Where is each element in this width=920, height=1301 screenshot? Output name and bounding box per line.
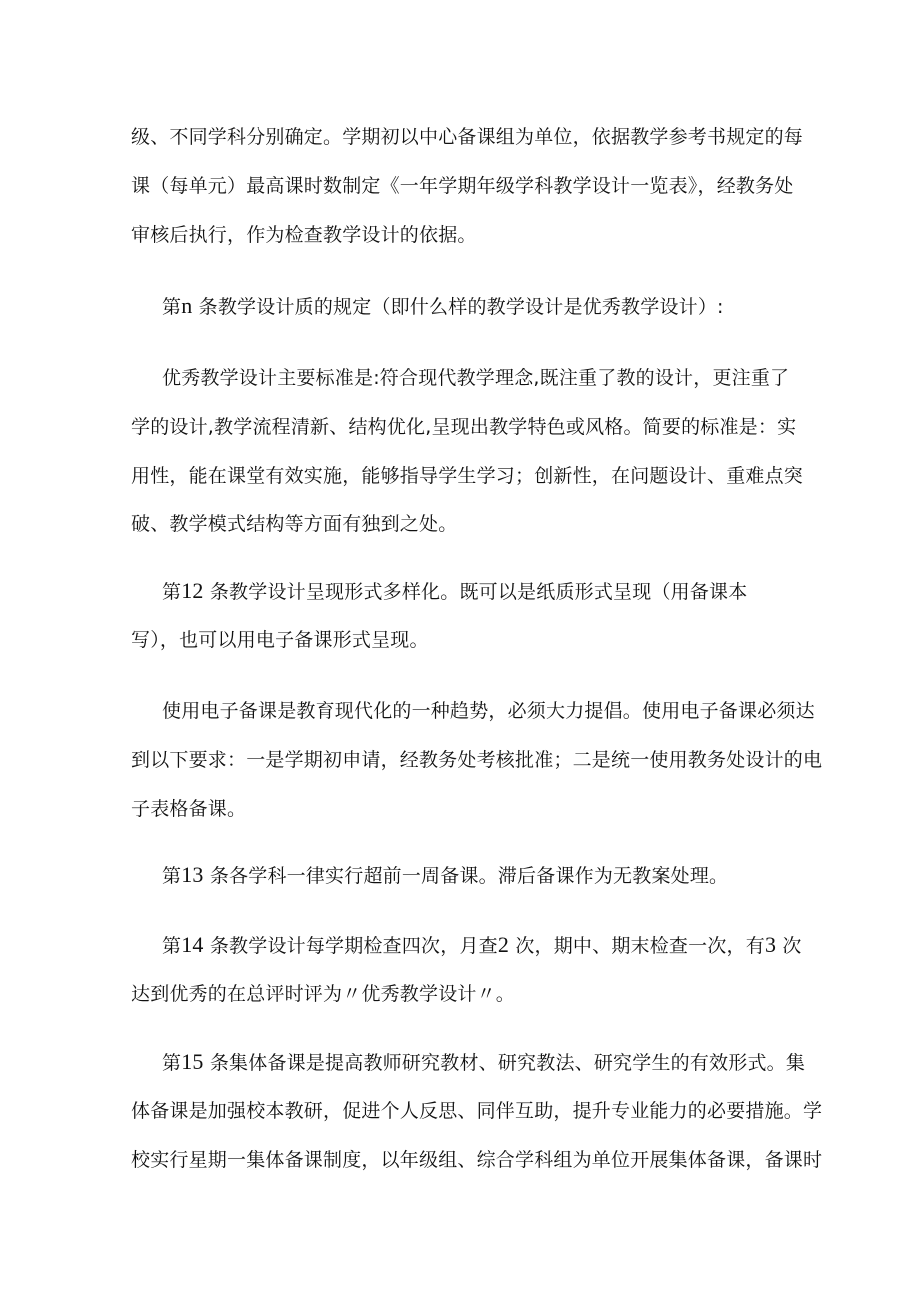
paragraph-line: 优秀教学设计主要标准是:符合现代教学理念,既注重了教的设计，更注重了 (162, 367, 790, 389)
article-number: 13 (181, 862, 204, 887)
article-prefix: 第 (162, 581, 182, 603)
paragraph-line: 审核后执行，作为检查教学设计的依据。 (131, 224, 477, 246)
article-text: 条教学设计质的规定（即什么样的教学设计是优秀教学设计）: (198, 296, 724, 318)
inline-number: 3 (764, 932, 777, 957)
article-number: 15 (181, 1049, 204, 1074)
paragraph-line: 课（每单元）最高课时数制定《一年学期年级学科教学设计一览表》，经教务处 (131, 175, 794, 197)
article-13-heading (162, 861, 842, 890)
article-15-heading (162, 1048, 842, 1077)
paragraph-line: 使用电子备课是教育现代化的一种趋势，必须大力提倡。使用电子备课必须达 (162, 700, 815, 722)
article-n-heading (162, 292, 842, 321)
article-prefix: 第 (162, 1052, 182, 1074)
article-text: 条教学设计每学期检查四次，月查 (209, 935, 498, 957)
paragraph-line: 学的设计,教学流程清新、结构优化,呈现出教学特色或风格。简要的标准是：实 (131, 416, 797, 438)
article-number: 14 (181, 932, 204, 957)
paragraph-line: 体备课是加强校本教研，促进个人反思、同伴互助，提升专业能力的必要措施。学 (131, 1100, 823, 1122)
paragraph-line: 到以下要求：一是学期初申请，经教务处考核批准；二是统一使用教务处设计的电 (131, 749, 823, 771)
inline-number: 2 (497, 932, 510, 957)
article-14-heading (162, 931, 842, 960)
paragraph-line: 校实行星期一集体备课制度，以年级组、综合学科组为单位开展集体备课，备课时 (131, 1149, 823, 1171)
article-text: 次 (782, 935, 802, 957)
paragraph-line: 用性，能在课堂有效实施，能够指导学生学习；创新性，在问题设计、重难点突 (131, 465, 804, 487)
paragraph-line: 子表格备课。 (131, 798, 247, 820)
article-number: 12 (181, 578, 204, 603)
article-prefix: 第 (162, 296, 182, 318)
article-text: 次，期中、期末检查一次，有 (515, 935, 765, 957)
article-text: 条集体备课是提高教师研究教材、研究教法、研究学生的有效形式。集 (209, 1052, 806, 1074)
paragraph-line: 破、教学模式结构等方面有独到之处。 (131, 513, 458, 535)
article-number: n (181, 293, 193, 318)
article-text: 条各学科一律实行超前一周备课。滞后备课作为无教案处理。 (209, 865, 729, 887)
paragraph-line: 写），也可以用电子备课形式呈现。 (131, 629, 429, 651)
paragraph-line: 级、不同学科分别确定。学期初以中心备课组为单位，依据教学参考书规定的每 (131, 126, 804, 148)
article-prefix: 第 (162, 935, 182, 957)
article-prefix: 第 (162, 865, 182, 887)
paragraph-line: 达到优秀的在总评时评为〃优秀教学设计〃。 (131, 983, 516, 1005)
article-12-heading (162, 577, 842, 606)
article-text: 条教学设计呈现形式多样化。既可以是纸质形式呈现（用备课本 (209, 581, 748, 603)
